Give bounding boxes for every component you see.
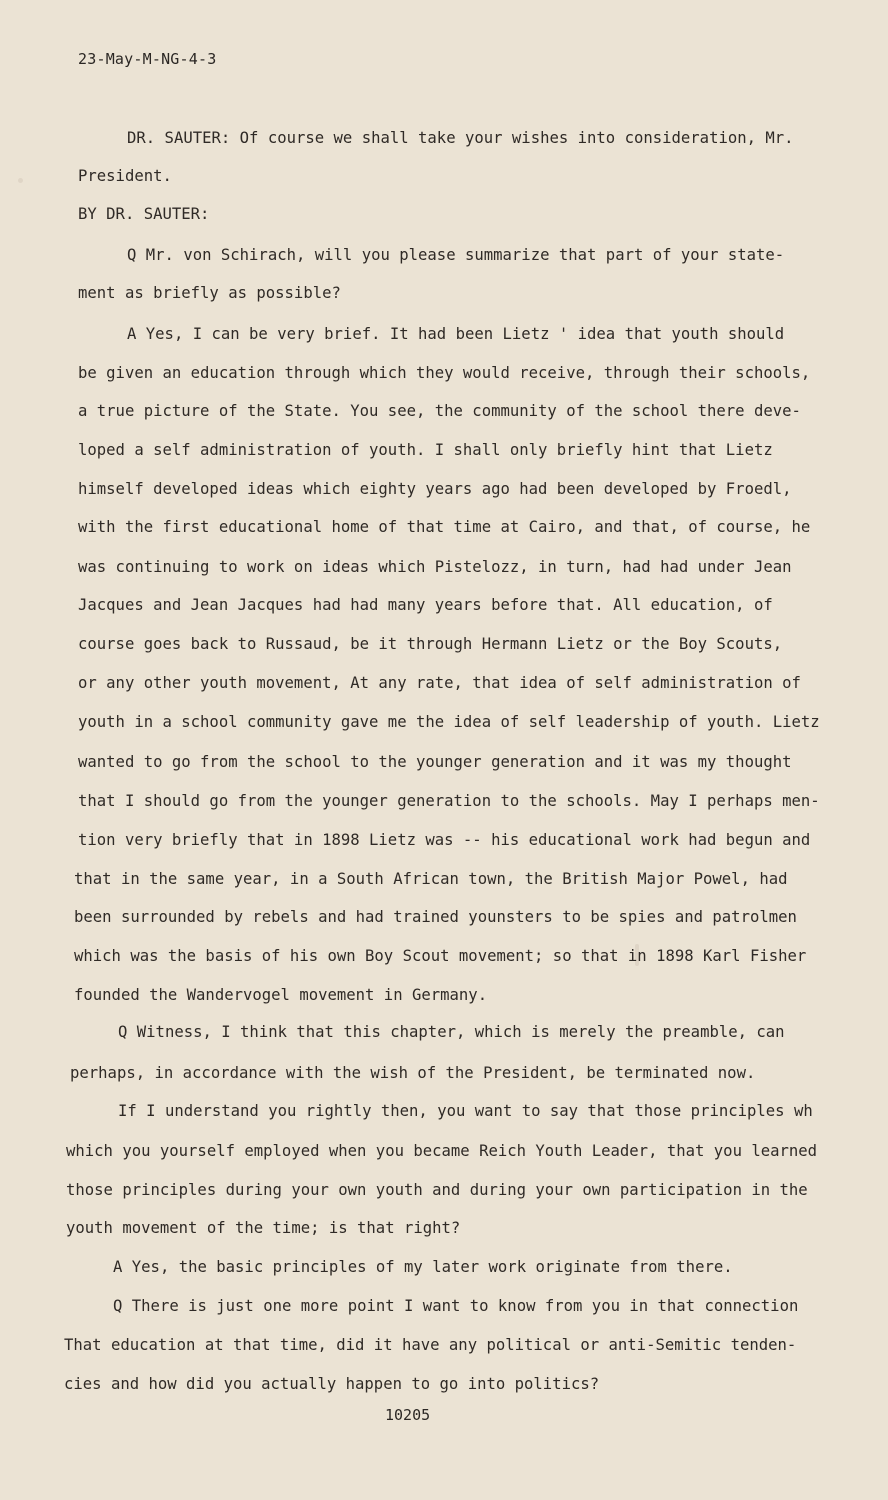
text-line: President. <box>78 167 172 185</box>
text-line: That education at that time, did it have any political or anti-Semitic tenden- <box>64 1336 797 1354</box>
text-line: perhaps, in accordance with the wish of the President, be terminated now. <box>70 1064 756 1082</box>
text-line: course goes back to Russaud, be it through Hermann Lietz or the Boy Scouts, <box>78 635 783 653</box>
text-line: which you yourself employed when you became Reich Youth Leader, that you learned <box>66 1142 818 1160</box>
text-line: tion very briefly that in 1898 Lietz was -- his educational work had begun and <box>78 831 811 849</box>
text-line: youth movement of the time; is that right? <box>66 1219 461 1237</box>
text-line: Jacques and Jean Jacques had had many years before that. All education, of <box>78 596 773 614</box>
text-line: A Yes, the basic principles of my later work originate from there. <box>113 1258 733 1276</box>
text-line: A Yes, I can be very brief. It had been Lietz ' idea that youth should <box>127 325 785 343</box>
text-line: be given an education through which they would receive, through their schools, <box>78 364 811 382</box>
text-line: with the first educational home of that time at Cairo, and that, of course, he <box>78 518 811 536</box>
text-line: youth in a school community gave me the idea of self leadership of youth. Lietz <box>78 713 820 731</box>
text-line: ment as briefly as possible? <box>78 284 341 302</box>
text-line: BY DR. SAUTER: <box>78 205 210 223</box>
text-line: wanted to go from the school to the younger generation and it was my thought <box>78 753 792 771</box>
page-number: 10205 <box>385 1406 431 1424</box>
text-line: that I should go from the younger generation to the schools. May I perhaps men- <box>78 792 820 810</box>
text-line: DR. SAUTER: Of course we shall take your wishes into consideration, Mr. <box>127 129 794 147</box>
text-line: been surrounded by rebels and had trained younsters to be spies and patrolmen <box>74 908 797 926</box>
text-line: cies and how did you actually happen to go into politics? <box>64 1375 600 1393</box>
text-line: himself developed ideas which eighty years ago had been developed by Froedl, <box>78 480 792 498</box>
text-line: Q Mr. von Schirach, will you please summarize that part of your state- <box>127 246 785 264</box>
document-id: 23-May-M-NG-4-3 <box>78 50 217 68</box>
text-line: those principles during your own youth and during your own participation in the <box>66 1181 808 1199</box>
text-line: Q Witness, I think that this chapter, which is merely the preamble, can <box>118 1023 785 1041</box>
text-line: founded the Wandervogel movement in Germany. <box>74 986 488 1004</box>
text-line: a true picture of the State. You see, the community of the school there deve- <box>78 402 801 420</box>
text-line: If I understand you rightly then, you want to say that those principles wh <box>118 1102 813 1120</box>
text-line: was continuing to work on ideas which Pistelozz, in turn, had had under Jean <box>78 558 792 576</box>
text-line: which was the basis of his own Boy Scout movement; so that in 1898 Karl Fisher <box>74 947 807 965</box>
text-line: or any other youth movement, At any rate, that idea of self administration of <box>78 674 801 692</box>
text-line: that in the same year, in a South African town, the British Major Powel, had <box>74 870 788 888</box>
text-line: Q There is just one more point I want to know from you in that connection <box>113 1297 799 1315</box>
text-line: loped a self administration of youth. I shall only briefly hint that Lietz <box>78 441 773 459</box>
